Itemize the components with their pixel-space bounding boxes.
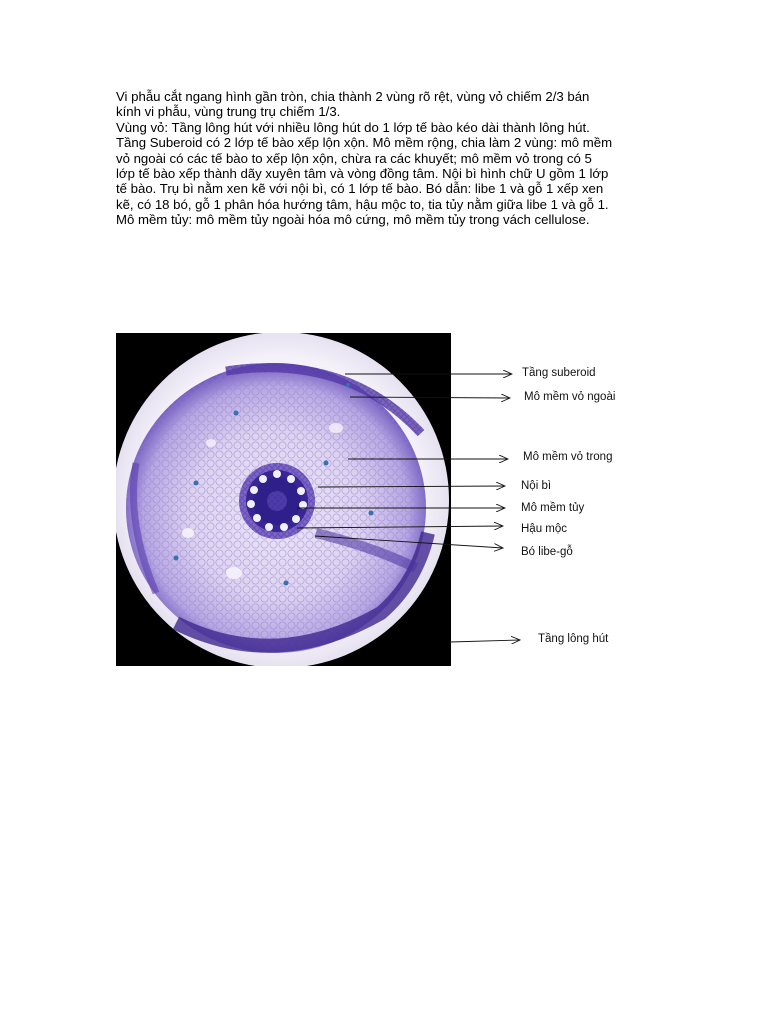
paragraph-line: Tầng Suberoid có 2 lớp tế bào xếp lộn xộn. Mô mềm rộng, chia làm 2 vùng: mô mềm <box>116 135 613 151</box>
root-cross-section-illustration <box>116 333 451 666</box>
paragraph-line: Vùng vỏ: Tầng lông hút với nhiều lông hút do 1 lớp tế bào kéo dài thành lông hút. <box>116 119 590 135</box>
label-root-hair-layer: Tầng lông hút <box>538 633 609 645</box>
paragraph-line: vỏ ngoài có các tế bào to xếp lộn xộn, chừa ra các khuyết; mô mềm vỏ trong có 5 <box>116 150 592 166</box>
paragraph-line: kính vi phẫu, vùng trung trụ chiếm 1/3. <box>116 104 341 120</box>
paragraph-line: Vi phẫu cắt ngang hình gần tròn, chia thành 2 vùng rõ rệt, vùng vỏ chiếm 2/3 bán <box>116 89 590 104</box>
label-outer-cortex: Mô mềm vỏ ngoài <box>524 391 616 403</box>
paragraph-line: tế bào. Trụ bì nằm xen kẽ với nội bì, có 1 lớp tế bào. Bó dẫn: libe 1 và gỗ 1 xếp xen <box>116 181 604 197</box>
label-pith: Mô mềm tủy <box>521 502 585 514</box>
label-metaxylem: Hậu mộc <box>521 523 568 535</box>
label-vascular-bundle: Bó libe-gỗ <box>521 546 573 558</box>
micrograph-image <box>116 333 451 666</box>
description-paragraph <box>116 89 661 228</box>
label-suberoid: Tầng suberoid <box>522 367 596 379</box>
paragraph-line: lớp tế bào xếp thành dãy xuyên tâm và vòng đồng tâm. Nội bì hình chữ U gồm 1 lớp <box>116 166 609 182</box>
label-inner-cortex: Mô mềm vỏ trong <box>523 451 613 463</box>
paragraph-line: Mô mềm tủy: mô mềm tủy ngoài hóa mô cứng, mô mềm tủy trong vách cellulose. <box>116 212 590 228</box>
paragraph-line: kẽ, có 18 bó, gỗ 1 phân hóa hướng tâm, hậu mộc to, tia tủy nằm giữa libe 1 và gỗ 1. <box>116 196 609 212</box>
arrow-root-hair-layer <box>450 640 520 642</box>
label-endodermis: Nội bì <box>521 480 552 492</box>
